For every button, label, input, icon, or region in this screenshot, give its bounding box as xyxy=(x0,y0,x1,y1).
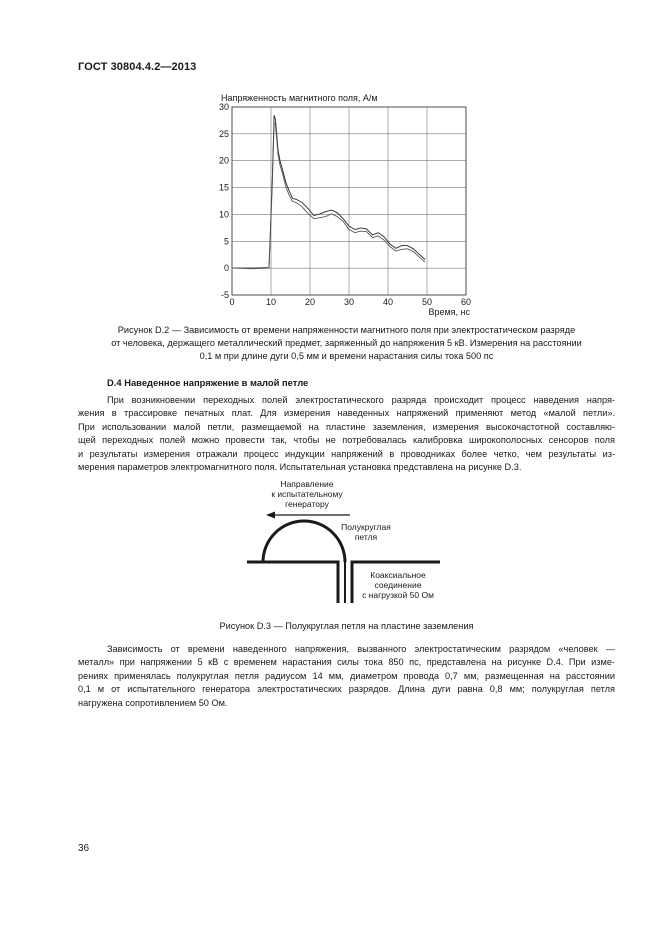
figure-d2-caption-line-3: 0,1 м при длине дуги 0,5 мм и времени нарастания силы тока 500 пс xyxy=(199,351,494,361)
figure-d2-caption-line-2: от человека, держащего металлический предмет, заряженный до напряжения 5 кВ. Измерения на расстоянии xyxy=(111,338,582,348)
paragraph-results-line-3: рениях применялась полукруглая петля радиусом 14 мм, диаметром провода 0,7 мм, размещенная на расстоянии xyxy=(78,670,615,681)
x-tick-label: 30 xyxy=(343,297,355,307)
x-tick-label: 40 xyxy=(382,297,394,307)
figure-d2-caption-line-1: Рисунок D.2 — Зависимость от времени напряженности магнитного поля при электростатическом разряде xyxy=(117,325,576,335)
x-tick-label: 0 xyxy=(229,297,235,307)
figure-d3-caption: Рисунок D.3 — Полукруглая петля на пластине заземления xyxy=(219,621,474,631)
x-tick-label: 60 xyxy=(460,297,472,307)
y-tick-label: 5 xyxy=(223,236,229,247)
y-tick-label: 25 xyxy=(218,128,229,139)
paragraph-results-line-4: 0,1 м от испытательного генератора электростатических разрядов. Длина дуги равна 0,8 мм; полукруглая петля xyxy=(78,684,615,695)
loop-setup-diagram xyxy=(240,478,460,608)
y-tick-label: 20 xyxy=(218,155,229,166)
direction-label xyxy=(271,479,343,509)
paragraph-results xyxy=(78,643,615,710)
x-axis-title: Время, нс xyxy=(428,307,470,317)
loop-label xyxy=(341,522,391,542)
paragraph-intro xyxy=(78,394,615,474)
x-tick-label: 10 xyxy=(265,297,277,307)
x-tick-label: 20 xyxy=(304,297,316,307)
figure-d2-caption xyxy=(78,324,615,363)
loop-label-line-1: Полукруглая xyxy=(341,522,391,532)
paragraph-results-line-2: металл» при напряжении 5 кВ с временем нарастания силы тока 850 пс, представлена на рисунке D.4. При изме- xyxy=(78,657,615,668)
paragraph-intro-line-6: мерения параметров электромагнитного поля. Испытательная установка представлена на рисунке D.3. xyxy=(78,462,522,473)
paragraph-intro-line-5: и результаты измерения отражали процесс индукции напряжений в проводниках более четко, чем результаты из- xyxy=(78,448,615,459)
y-tick-label: 15 xyxy=(218,182,229,193)
y-axis-title: Напряженность магнитного поля, А/м xyxy=(221,93,378,103)
series-line-trace-2 xyxy=(232,123,425,269)
coax-label-line-2: соединение xyxy=(374,580,422,590)
direction-label-line-1: Направление xyxy=(280,479,334,489)
coax-label-line-1: Коаксиальное xyxy=(370,570,426,580)
y-tick-label: 30 xyxy=(218,102,229,112)
loop-label-line-2: петля xyxy=(354,532,378,542)
paragraph-intro-line-4: щей переходных полей можно провести так, чтобы не потребовалась калибровка широкополосных сенсоров поля xyxy=(78,435,615,446)
paragraph-results-line-1: Зависимость от времени наведенного напряжения, вызванного электростатическим разрядом «человек — xyxy=(107,644,615,654)
page-number: 36 xyxy=(78,843,90,854)
y-tick-label: 10 xyxy=(218,209,229,220)
y-tick-label: 0 xyxy=(223,263,229,274)
paragraph-intro-line-3: При использовании малой петли, размещаемой на пластине заземления, измерения высокочастотной составляю- xyxy=(78,421,615,432)
coax-label xyxy=(362,570,434,600)
paragraph-results-line-5: нагружена сопротивлением 50 Ом. xyxy=(78,697,228,708)
ground-plate xyxy=(247,562,338,603)
coax-label-line-3: с нагрузкой 50 Ом xyxy=(362,590,434,600)
direction-label-line-3: генератору xyxy=(285,499,329,509)
x-tick-label: 50 xyxy=(421,297,433,307)
direction-label-line-2: к испытательному xyxy=(271,489,343,499)
paragraph-intro-line-2: жения в трассировке печатных плат. Для измерения наведенных напряжений применяют метод «малой петли». xyxy=(78,408,615,419)
paragraph-intro-line-1: При возникновении переходных полей электростатического разряда происходит процесс наведения напря- xyxy=(107,395,615,405)
series-line-trace-1 xyxy=(232,115,425,268)
semicircular-loop xyxy=(263,521,345,562)
magnetic-field-chart xyxy=(210,88,500,318)
direction-arrow xyxy=(266,512,350,519)
section-title: D.4 Наведенное напряжение в малой петле xyxy=(107,377,309,388)
document-header: ГОСТ 30804.4.2—2013 xyxy=(78,61,197,73)
y-tick-label: -5 xyxy=(220,290,229,300)
